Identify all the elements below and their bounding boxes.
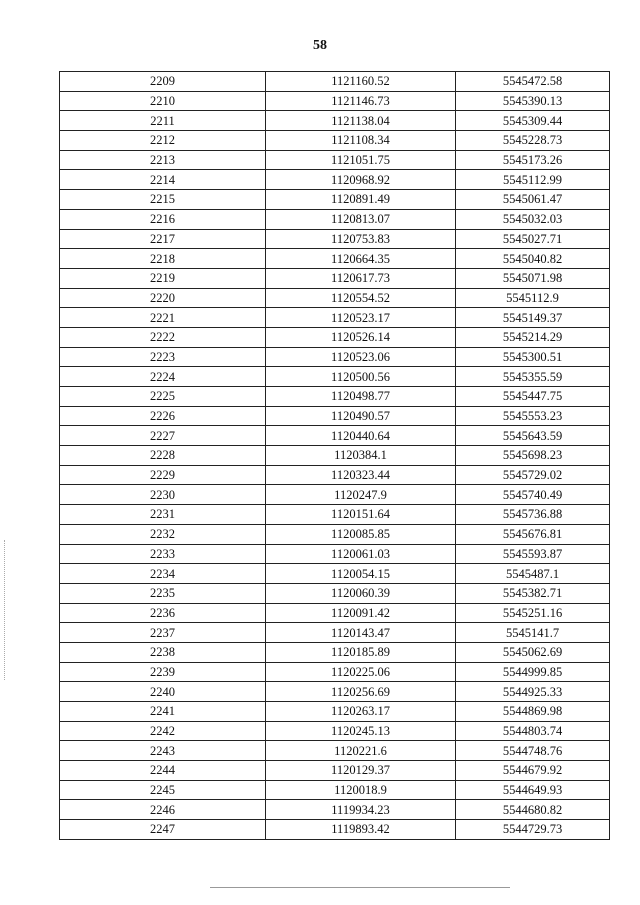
point-number-cell: 2228 [60,446,266,466]
x-coordinate-cell: 1120523.17 [266,308,456,328]
y-coordinate-cell: 5545382.71 [456,583,610,603]
table-row [60,544,610,564]
point-number-cell: 2247 [60,820,266,840]
x-coordinate-cell: 1120753.83 [266,229,456,249]
point-number-cell: 2227 [60,426,266,446]
y-coordinate-cell: 5545062.69 [456,642,610,662]
y-coordinate-cell: 5545447.75 [456,387,610,407]
point-number-cell: 2217 [60,229,266,249]
y-coordinate-cell: 5544680.82 [456,800,610,820]
x-coordinate-cell: 1120323.44 [266,465,456,485]
x-coordinate-cell: 1120225.06 [266,662,456,682]
point-number-cell: 2209 [60,72,266,92]
table-row [60,485,610,505]
point-number-cell: 2222 [60,327,266,347]
x-coordinate-cell: 1120498.77 [266,387,456,407]
point-number-cell: 2235 [60,583,266,603]
point-number-cell: 2243 [60,741,266,761]
y-coordinate-cell: 5545071.98 [456,268,610,288]
x-coordinate-cell: 1120247.9 [266,485,456,505]
y-coordinate-cell: 5544679.92 [456,761,610,781]
y-coordinate-cell: 5545027.71 [456,229,610,249]
y-coordinate-cell: 5544649.93 [456,780,610,800]
point-number-cell: 2211 [60,111,266,131]
table-row [60,387,610,407]
x-coordinate-cell: 1121108.34 [266,131,456,151]
table-row [60,209,610,229]
table-row [60,524,610,544]
table-row [60,623,610,643]
x-coordinate-cell: 1120129.37 [266,761,456,781]
point-number-cell: 2241 [60,702,266,722]
y-coordinate-cell: 5545149.37 [456,308,610,328]
y-coordinate-cell: 5545736.88 [456,505,610,525]
table-row [60,308,610,328]
y-coordinate-cell: 5544869.98 [456,702,610,722]
y-coordinate-cell: 5545032.03 [456,209,610,229]
point-number-cell: 2221 [60,308,266,328]
table-row [60,761,610,781]
table-row [60,131,610,151]
y-coordinate-cell: 5545487.1 [456,564,610,584]
y-coordinate-cell: 5544999.85 [456,662,610,682]
x-coordinate-cell: 1120526.14 [266,327,456,347]
point-number-cell: 2215 [60,190,266,210]
y-coordinate-cell: 5545643.59 [456,426,610,446]
y-coordinate-cell: 5545593.87 [456,544,610,564]
table-row [60,288,610,308]
table-row [60,367,610,387]
table-row [60,702,610,722]
x-coordinate-cell: 1120185.89 [266,642,456,662]
y-coordinate-cell: 5545112.9 [456,288,610,308]
table-row [60,780,610,800]
point-number-cell: 2240 [60,682,266,702]
point-number-cell: 2223 [60,347,266,367]
point-number-cell: 2234 [60,564,266,584]
y-coordinate-cell: 5544803.74 [456,721,610,741]
point-number-cell: 2216 [60,209,266,229]
x-coordinate-cell: 1120018.9 [266,780,456,800]
point-number-cell: 2242 [60,721,266,741]
point-number-cell: 2220 [60,288,266,308]
point-number-cell: 2236 [60,603,266,623]
table-row [60,446,610,466]
table-row [60,505,610,525]
x-coordinate-cell: 1120384.1 [266,446,456,466]
table-row [60,820,610,840]
point-number-cell: 2225 [60,387,266,407]
x-coordinate-cell: 1121160.52 [266,72,456,92]
point-number-cell: 2226 [60,406,266,426]
table-row [60,662,610,682]
bottom-rule [210,887,510,888]
point-number-cell: 2219 [60,268,266,288]
x-coordinate-cell: 1120263.17 [266,702,456,722]
y-coordinate-cell: 5545061.47 [456,190,610,210]
y-coordinate-cell: 5545214.29 [456,327,610,347]
x-coordinate-cell: 1119893.42 [266,820,456,840]
table-row [60,72,610,92]
y-coordinate-cell: 5544748.76 [456,741,610,761]
table-row [60,150,610,170]
x-coordinate-cell: 1120151.64 [266,505,456,525]
point-number-cell: 2213 [60,150,266,170]
x-coordinate-cell: 1120440.64 [266,426,456,446]
y-coordinate-cell: 5545698.23 [456,446,610,466]
coordinates-table [59,71,610,840]
y-coordinate-cell: 5545228.73 [456,131,610,151]
y-coordinate-cell: 5545112.99 [456,170,610,190]
table-row [60,268,610,288]
x-coordinate-cell: 1120143.47 [266,623,456,643]
x-coordinate-cell: 1121146.73 [266,91,456,111]
point-number-cell: 2246 [60,800,266,820]
x-coordinate-cell: 1120523.06 [266,347,456,367]
point-number-cell: 2214 [60,170,266,190]
point-number-cell: 2232 [60,524,266,544]
x-coordinate-cell: 1120554.52 [266,288,456,308]
point-number-cell: 2210 [60,91,266,111]
x-coordinate-cell: 1120813.07 [266,209,456,229]
x-coordinate-cell: 1120490.57 [266,406,456,426]
table-row [60,347,610,367]
y-coordinate-cell: 5545309.44 [456,111,610,131]
x-coordinate-cell: 1120891.49 [266,190,456,210]
table-row [60,170,610,190]
x-coordinate-cell: 1120054.15 [266,564,456,584]
table-row [60,583,610,603]
margin-marks [4,540,6,680]
y-coordinate-cell: 5545040.82 [456,249,610,269]
point-number-cell: 2237 [60,623,266,643]
table-row [60,426,610,446]
x-coordinate-cell: 1120500.56 [266,367,456,387]
point-number-cell: 2218 [60,249,266,269]
table-row [60,642,610,662]
table-row [60,190,610,210]
point-number-cell: 2224 [60,367,266,387]
x-coordinate-cell: 1120968.92 [266,170,456,190]
x-coordinate-cell: 1120245.13 [266,721,456,741]
table-row [60,327,610,347]
x-coordinate-cell: 1119934.23 [266,800,456,820]
table-row [60,721,610,741]
table-row [60,800,610,820]
table-row [60,682,610,702]
x-coordinate-cell: 1120617.73 [266,268,456,288]
point-number-cell: 2238 [60,642,266,662]
table-row [60,741,610,761]
point-number-cell: 2245 [60,780,266,800]
table-row [60,406,610,426]
point-number-cell: 2233 [60,544,266,564]
y-coordinate-cell: 5544925.33 [456,682,610,702]
point-number-cell: 2231 [60,505,266,525]
y-coordinate-cell: 5545676.81 [456,524,610,544]
point-number-cell: 2244 [60,761,266,781]
point-number-cell: 2212 [60,131,266,151]
x-coordinate-cell: 1120085.85 [266,524,456,544]
x-coordinate-cell: 1120664.35 [266,249,456,269]
table-row [60,603,610,623]
y-coordinate-cell: 5545553.23 [456,406,610,426]
table-row [60,465,610,485]
point-number-cell: 2230 [60,485,266,505]
table-row [60,564,610,584]
point-number-cell: 2239 [60,662,266,682]
y-coordinate-cell: 5545173.26 [456,150,610,170]
y-coordinate-cell: 5545355.59 [456,367,610,387]
y-coordinate-cell: 5545740.49 [456,485,610,505]
y-coordinate-cell: 5545729.02 [456,465,610,485]
x-coordinate-cell: 1120091.42 [266,603,456,623]
y-coordinate-cell: 5544729.73 [456,820,610,840]
x-coordinate-cell: 1120060.39 [266,583,456,603]
y-coordinate-cell: 5545251.16 [456,603,610,623]
table-row [60,111,610,131]
x-coordinate-cell: 1120221.6 [266,741,456,761]
y-coordinate-cell: 5545300.51 [456,347,610,367]
x-coordinate-cell: 1120256.69 [266,682,456,702]
table-body [60,72,610,840]
y-coordinate-cell: 5545390.13 [456,91,610,111]
x-coordinate-cell: 1120061.03 [266,544,456,564]
y-coordinate-cell: 5545141.7 [456,623,610,643]
table-row [60,229,610,249]
page-number: 58 [313,38,327,53]
point-number-cell: 2229 [60,465,266,485]
table-row [60,91,610,111]
y-coordinate-cell: 5545472.58 [456,72,610,92]
x-coordinate-cell: 1121051.75 [266,150,456,170]
table-row [60,249,610,269]
x-coordinate-cell: 1121138.04 [266,111,456,131]
